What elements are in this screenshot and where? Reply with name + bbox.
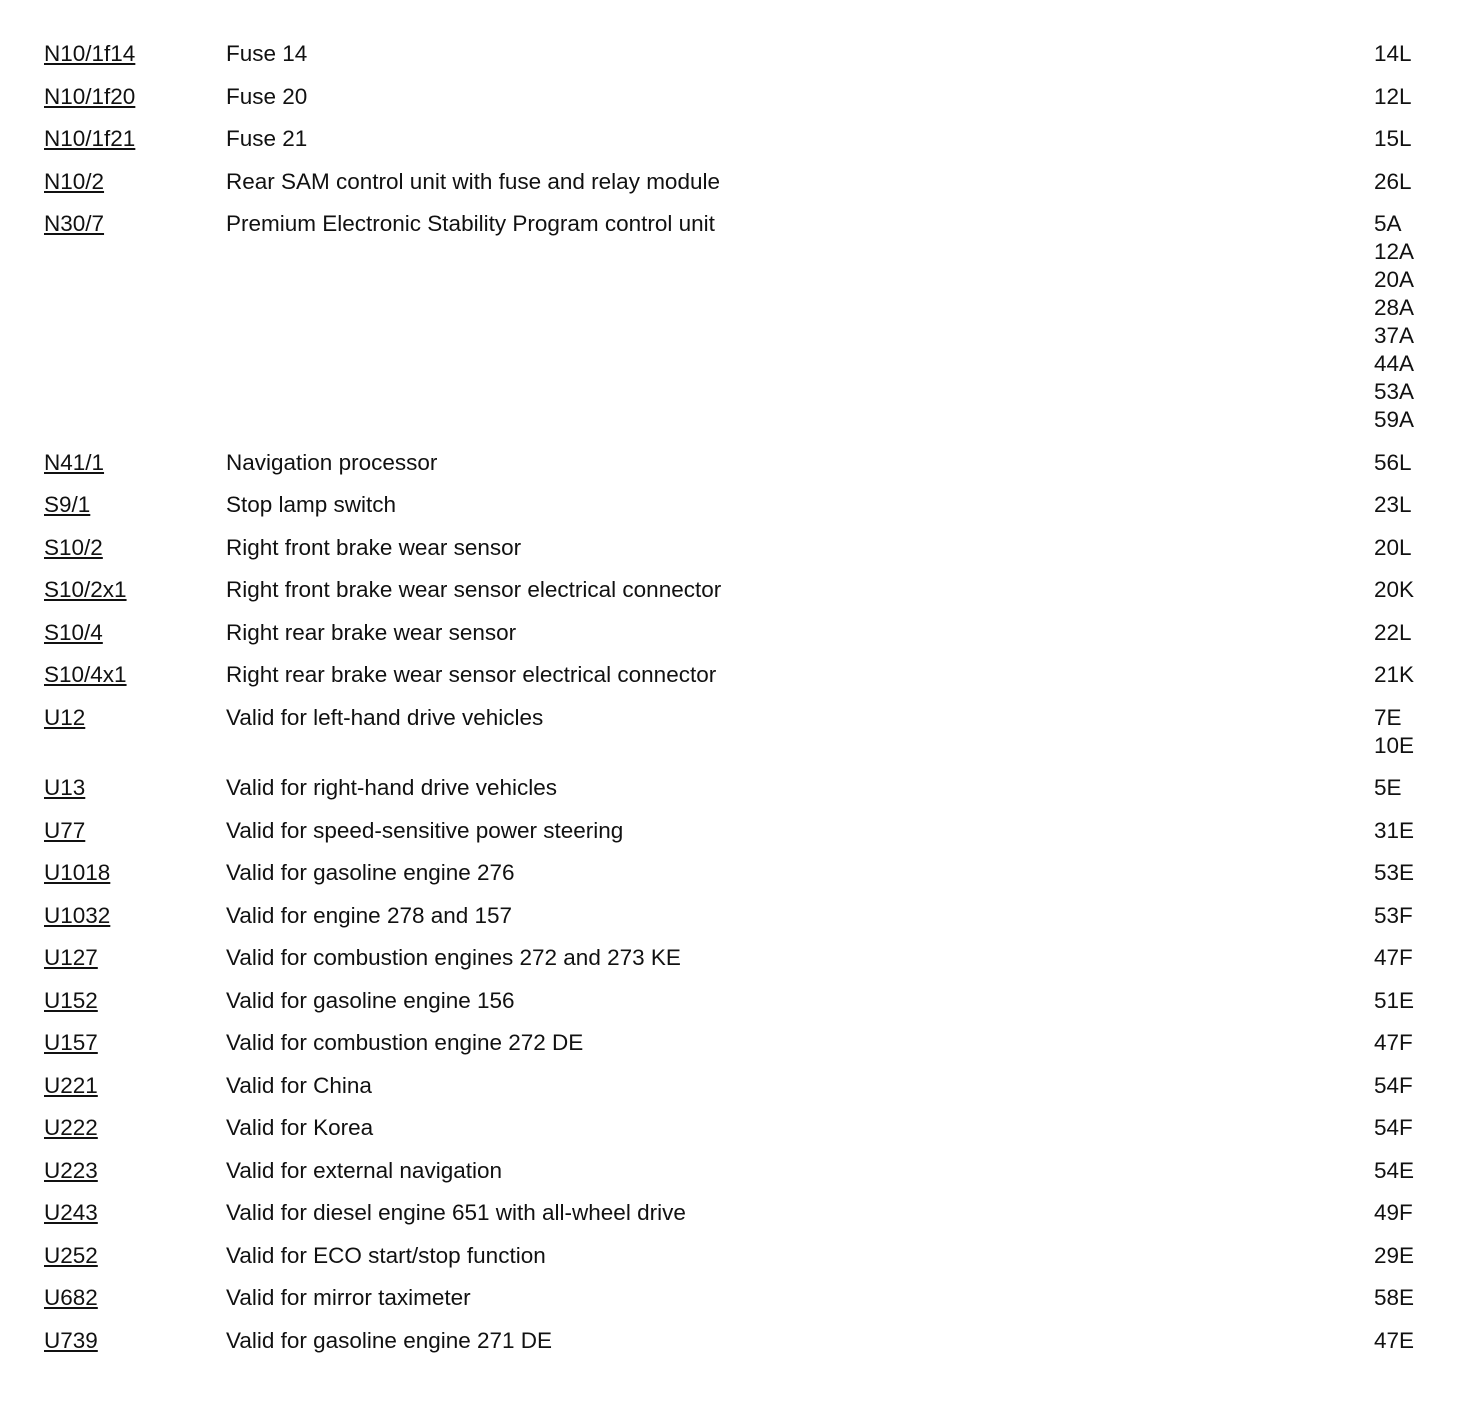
legend-row	[44, 125, 1434, 153]
component-description: Valid for combustion engine 272 DE	[226, 1030, 584, 1055]
component-description: Premium Electronic Stability Program control unit	[226, 211, 715, 236]
component-description: Right front brake wear sensor	[226, 534, 522, 560]
grid-reference[interactable]: 37A	[1374, 323, 1415, 348]
grid-reference[interactable]: 51E	[1374, 987, 1415, 1013]
grid-reference-list	[1374, 859, 1434, 887]
grid-reference[interactable]: 29E	[1374, 1242, 1415, 1268]
grid-reference[interactable]: 58E	[1374, 1285, 1415, 1310]
component-code-link[interactable]: U243	[44, 1200, 98, 1225]
grid-reference[interactable]: 20L	[1374, 534, 1412, 560]
grid-reference[interactable]: 47F	[1374, 1030, 1413, 1055]
legend-row	[44, 1284, 1434, 1312]
grid-reference[interactable]: 47F	[1374, 945, 1413, 970]
grid-reference[interactable]: 20K	[1374, 577, 1415, 602]
component-description: Valid for ECO start/stop function	[226, 1242, 546, 1268]
legend-row	[44, 168, 1434, 196]
grid-reference-list	[1374, 1157, 1434, 1185]
grid-reference[interactable]: 47E	[1374, 1327, 1415, 1353]
component-description: Valid for diesel engine 651 with all-wheel drive	[226, 1200, 686, 1225]
grid-reference-list	[1374, 1029, 1434, 1057]
grid-reference[interactable]: 7E	[1374, 704, 1402, 730]
component-code-link[interactable]: N10/1f14	[44, 41, 136, 66]
grid-reference-list	[1374, 168, 1434, 196]
legend-row	[44, 817, 1434, 845]
component-code-link[interactable]: U157	[44, 1030, 98, 1055]
legend-row	[44, 1114, 1434, 1142]
component-code-link[interactable]: N10/1f20	[44, 83, 136, 109]
legend-row	[44, 40, 1434, 68]
component-description: Right rear brake wear sensor electrical connector	[226, 662, 717, 687]
component-code-link[interactable]: U252	[44, 1242, 98, 1268]
grid-reference-list	[1374, 83, 1434, 111]
grid-reference-list	[1374, 1199, 1434, 1227]
component-code-link[interactable]: S10/2	[44, 534, 103, 560]
component-description: Valid for combustion engines 272 and 273 KE	[226, 945, 681, 970]
grid-reference[interactable]: 44A	[1374, 351, 1415, 376]
component-description: Valid for gasoline engine 271 DE	[226, 1327, 553, 1353]
component-code-link[interactable]: N10/1f21	[44, 126, 136, 151]
grid-reference-list	[1374, 1284, 1434, 1312]
grid-reference[interactable]: 21K	[1374, 662, 1415, 687]
component-description: Valid for speed-sensitive power steering	[226, 817, 624, 843]
grid-reference-list	[1374, 534, 1434, 562]
legend-row	[44, 576, 1434, 604]
grid-reference[interactable]: 14L	[1374, 41, 1412, 66]
legend-row	[44, 774, 1434, 802]
component-description: Fuse 20	[226, 83, 308, 109]
legend-row	[44, 1029, 1434, 1057]
component-code-link[interactable]: U127	[44, 945, 98, 970]
component-code-link[interactable]: U1018	[44, 860, 111, 885]
grid-reference[interactable]: 28A	[1374, 295, 1415, 320]
grid-reference-list	[1374, 619, 1434, 647]
legend-row	[44, 210, 1434, 434]
legend-row	[44, 661, 1434, 689]
component-code-link[interactable]: S10/4	[44, 619, 103, 645]
legend-row	[44, 1072, 1434, 1100]
legend-row	[44, 534, 1434, 562]
grid-reference[interactable]: 49F	[1374, 1200, 1413, 1225]
grid-reference-list	[1374, 1242, 1434, 1270]
grid-reference[interactable]: 10E	[1374, 732, 1415, 758]
component-description: Right front brake wear sensor electrical connector	[226, 577, 722, 602]
component-description: Valid for gasoline engine 156	[226, 987, 515, 1013]
component-code-link[interactable]: U13	[44, 775, 86, 800]
legend-row	[44, 1199, 1434, 1227]
legend-row	[44, 619, 1434, 647]
grid-reference-list	[1374, 576, 1434, 604]
grid-reference[interactable]: 53F	[1374, 902, 1413, 928]
legend-row	[44, 704, 1434, 760]
component-description: Valid for right-hand drive vehicles	[226, 775, 557, 800]
component-code-link[interactable]: U682	[44, 1285, 98, 1310]
component-description: Valid for mirror taximeter	[226, 1285, 471, 1310]
legend-row	[44, 1157, 1434, 1185]
grid-reference-list	[1374, 1072, 1434, 1100]
grid-reference[interactable]: 22L	[1374, 619, 1412, 645]
grid-reference-list	[1374, 210, 1434, 434]
legend-row	[44, 902, 1434, 930]
grid-reference[interactable]: 26L	[1374, 168, 1412, 194]
component-code-link[interactable]: U77	[44, 817, 86, 843]
grid-reference-list	[1374, 40, 1434, 68]
component-code-link[interactable]: U739	[44, 1327, 98, 1353]
grid-reference-list	[1374, 491, 1434, 519]
grid-reference[interactable]: 53E	[1374, 860, 1415, 885]
component-description: Valid for left-hand drive vehicles	[226, 704, 544, 730]
grid-reference-list	[1374, 1114, 1434, 1142]
component-code-link[interactable]: S10/2x1	[44, 577, 127, 602]
component-description: Valid for China	[226, 1072, 372, 1098]
grid-reference[interactable]: 5A	[1374, 211, 1402, 236]
component-code-link[interactable]: U223	[44, 1157, 98, 1183]
grid-reference-list	[1374, 449, 1434, 477]
grid-reference-list	[1374, 902, 1434, 930]
grid-reference[interactable]: 5E	[1374, 775, 1402, 800]
legend-row	[44, 944, 1434, 972]
component-description: Right rear brake wear sensor	[226, 619, 517, 645]
legend-row	[44, 1327, 1434, 1355]
grid-reference-list	[1374, 704, 1434, 760]
component-description: Fuse 21	[226, 126, 308, 151]
component-description: Navigation processor	[226, 449, 438, 475]
component-code-link[interactable]: U1032	[44, 902, 111, 928]
component-description: Valid for engine 278 and 157	[226, 902, 513, 928]
grid-reference[interactable]: 53A	[1374, 379, 1415, 404]
grid-reference[interactable]: 23L	[1374, 492, 1412, 517]
grid-reference[interactable]: 20A	[1374, 267, 1415, 292]
component-code-link[interactable]: U152	[44, 987, 98, 1013]
component-code-link[interactable]: S10/4x1	[44, 662, 127, 687]
grid-reference-list	[1374, 774, 1434, 802]
grid-reference[interactable]: 15L	[1374, 126, 1412, 151]
grid-reference-list	[1374, 125, 1434, 153]
component-code-link[interactable]: N30/7	[44, 211, 105, 236]
component-code-link[interactable]: U12	[44, 704, 86, 730]
component-code-link[interactable]: U222	[44, 1115, 98, 1140]
component-code-link[interactable]: U221	[44, 1072, 98, 1098]
component-description: Fuse 14	[226, 41, 308, 66]
grid-reference[interactable]: 54F	[1374, 1072, 1413, 1098]
legend-row	[44, 491, 1434, 519]
component-code-link[interactable]: S9/1	[44, 492, 91, 517]
legend-row	[44, 449, 1434, 477]
legend-row	[44, 987, 1434, 1015]
component-code-link[interactable]: N41/1	[44, 449, 105, 475]
component-description: Stop lamp switch	[226, 492, 397, 517]
component-legend-list	[44, 40, 1434, 1369]
grid-reference-list	[1374, 944, 1434, 972]
grid-reference[interactable]: 56L	[1374, 449, 1412, 475]
component-description: Rear SAM control unit with fuse and relay module	[226, 168, 720, 194]
legend-row	[44, 1242, 1434, 1270]
grid-reference-list	[1374, 987, 1434, 1015]
grid-reference[interactable]: 12L	[1374, 83, 1412, 109]
component-code-link[interactable]: N10/2	[44, 168, 105, 194]
component-description: Valid for gasoline engine 276	[226, 860, 515, 885]
legend-row	[44, 83, 1434, 111]
grid-reference[interactable]: 59A	[1374, 407, 1415, 432]
component-description: Valid for external navigation	[226, 1157, 502, 1183]
grid-reference-list	[1374, 661, 1434, 689]
grid-reference-list	[1374, 1327, 1434, 1355]
component-description: Valid for Korea	[226, 1115, 374, 1140]
legend-row	[44, 859, 1434, 887]
grid-reference[interactable]: 54F	[1374, 1115, 1413, 1140]
grid-reference-list	[1374, 817, 1434, 845]
grid-reference[interactable]: 12A	[1374, 239, 1415, 264]
grid-reference[interactable]: 54E	[1374, 1157, 1415, 1183]
grid-reference[interactable]: 31E	[1374, 817, 1415, 843]
